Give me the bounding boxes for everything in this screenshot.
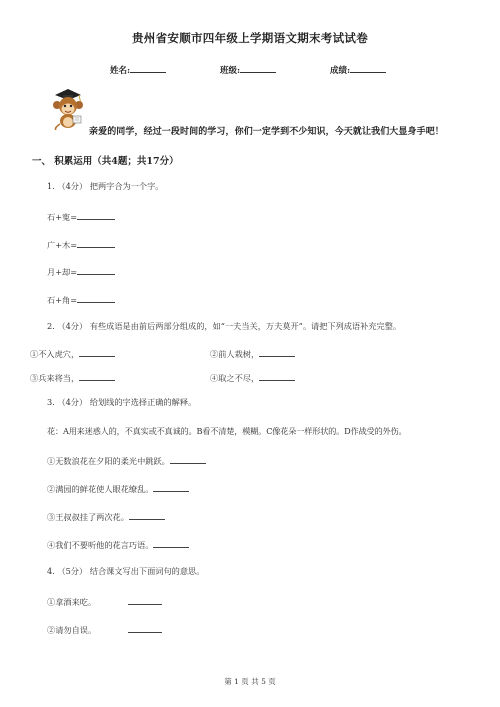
q4-answer-blank[interactable]	[128, 595, 162, 605]
q2-item-2-text: ②前人栽树，	[210, 349, 260, 359]
q3-description: 花：A用来迷惑人的，不真实或不真诚的。B看不清楚，模糊。C像花朵一样形状的。D作战受的外伤。	[47, 426, 407, 436]
q4-answer-blank[interactable]	[128, 623, 162, 633]
q3-item-3-text: ③王叔叔挂了两次花。	[47, 512, 129, 522]
q1-item-1-text: 石+寃=	[47, 212, 78, 222]
class-field[interactable]	[220, 63, 276, 76]
q4-item-1[interactable]	[47, 595, 162, 608]
q2-item-3[interactable]	[30, 371, 115, 384]
question-2-stem: 2. （4分） 有些成语是由前后两部分组成的，如“一夫当关，万夫莫开”。请把下列成语补充完整。	[47, 321, 402, 331]
class-label: 班级:	[220, 66, 241, 76]
q3-answer-blank[interactable]	[153, 482, 189, 492]
q1-item-4-text: 石+角=	[47, 295, 78, 305]
q3-answer-blank[interactable]	[129, 510, 165, 520]
q3-item-3[interactable]	[47, 510, 165, 523]
q2-item-2[interactable]	[210, 347, 295, 360]
q1-item-2[interactable]	[47, 238, 115, 251]
q1-item-2-text: 广+木=	[47, 240, 78, 250]
q3-answer-blank[interactable]	[153, 538, 189, 548]
q1-item-1[interactable]	[47, 210, 115, 223]
question-4-stem: 4. （5分） 结合课文写出下面词句的意思。	[47, 566, 205, 576]
page-number: 第 1 页 共 5 页	[224, 677, 276, 686]
welcome-message: 亲爱的同学，经过一段时间的学习，你们一定学到不少知识，今天就让我们大显身手吧！	[89, 127, 444, 137]
q3-item-4[interactable]	[47, 538, 189, 551]
question-1-stem: 1. （4分） 把两字合为一个字。	[47, 181, 164, 191]
q4-item-2-text: ②请勿自误。	[47, 625, 97, 635]
q2-answer-blank[interactable]	[79, 371, 115, 381]
q3-item-4-text: ④我们不要听他的花言巧语。	[47, 540, 154, 550]
q2-answer-blank[interactable]	[79, 347, 115, 357]
q2-item-4[interactable]	[210, 371, 295, 384]
question-3-stem: 3. （4分） 给划线的字选择正确的解释。	[47, 397, 197, 407]
q3-item-1-text: ①无数浪花在夕阳的柔光中跳跃。	[47, 456, 170, 466]
section-heading: 一、 积累运用（共4题；共17分）	[32, 156, 179, 167]
q1-item-3[interactable]	[47, 265, 115, 278]
q3-item-2-text: ②满园的鲜花使人眼花缭乱。	[47, 484, 154, 494]
q4-item-2[interactable]	[47, 623, 162, 636]
q3-item-1[interactable]	[47, 454, 206, 467]
name-label: 姓名:	[110, 66, 131, 76]
score-blank[interactable]	[350, 63, 386, 73]
q3-item-2[interactable]	[47, 482, 189, 495]
q2-item-1[interactable]	[30, 347, 115, 360]
q1-answer-blank[interactable]	[77, 238, 115, 248]
q1-answer-blank[interactable]	[77, 265, 115, 275]
q2-answer-blank[interactable]	[259, 347, 295, 357]
class-blank[interactable]	[240, 63, 276, 73]
score-field[interactable]	[330, 63, 386, 76]
score-label: 成绩:	[330, 66, 351, 76]
q1-item-3-text: 月+却=	[47, 267, 78, 277]
q1-answer-blank[interactable]	[77, 293, 115, 303]
q2-item-3-text: ③兵来将当，	[30, 373, 80, 383]
q2-answer-blank[interactable]	[259, 371, 295, 381]
name-field[interactable]	[110, 63, 166, 76]
name-blank[interactable]	[130, 63, 166, 73]
q1-answer-blank[interactable]	[77, 210, 115, 220]
q2-item-4-text: ④取之不尽，	[210, 373, 260, 383]
q1-item-4[interactable]	[47, 293, 115, 306]
q4-item-1-text: ①拿酒来吃。	[47, 597, 97, 607]
q3-answer-blank[interactable]	[170, 454, 206, 464]
monkey-mascot-icon	[46, 86, 88, 130]
q2-item-1-text: ①不入虎穴，	[30, 349, 80, 359]
page-title: 贵州省安顺市四年级上学期语文期末考试试卷	[132, 31, 368, 45]
